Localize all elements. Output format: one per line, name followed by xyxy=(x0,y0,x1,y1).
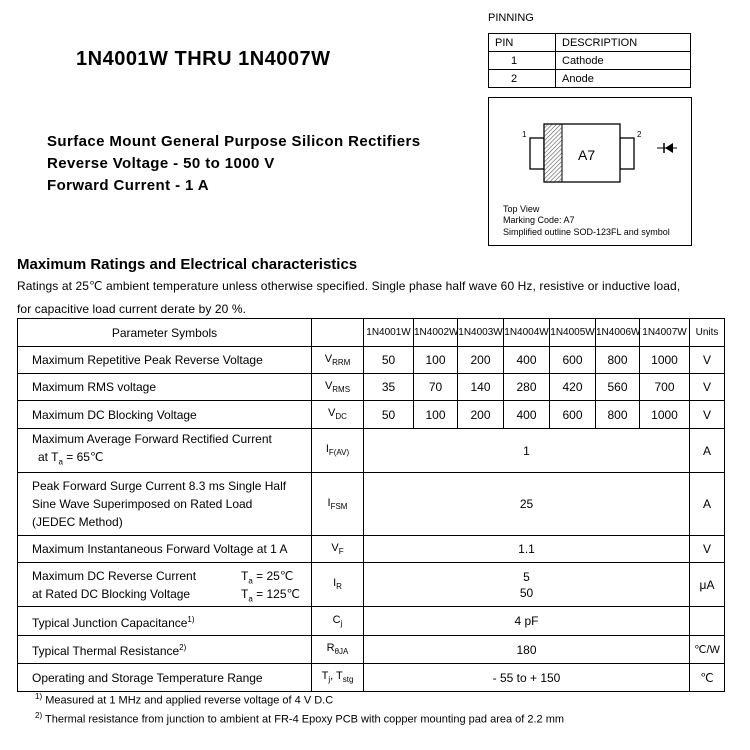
package-caption-line: Top View xyxy=(503,204,540,214)
footnote xyxy=(35,692,333,707)
symbol-cell xyxy=(312,429,364,473)
cond-subscript: a xyxy=(248,593,253,603)
symbol-cell xyxy=(312,374,364,401)
value-cell: 100 xyxy=(414,347,458,374)
document-title: 1N4001W THRU 1N4007W xyxy=(76,48,331,70)
symbol-cell xyxy=(312,536,364,563)
units-header: Units xyxy=(690,319,725,347)
pinning-row xyxy=(489,52,691,70)
value-cell: 1 xyxy=(364,429,690,473)
cond-value: = 25℃ xyxy=(252,568,294,583)
value-cell: 1000 xyxy=(640,347,690,374)
footnote-mark: 2) xyxy=(35,711,43,720)
symbol-cell xyxy=(312,664,364,692)
param-cell xyxy=(18,636,312,664)
footnote-mark: 1) xyxy=(35,692,43,701)
ratings-table xyxy=(17,318,725,692)
description-header: DESCRIPTION xyxy=(556,34,691,52)
package-outline-box xyxy=(488,97,692,246)
value-cell: 100 xyxy=(414,401,458,429)
param-line: Sine Wave Superimposed on Rated Load xyxy=(32,497,253,511)
unit-cell: V xyxy=(690,374,725,401)
symbol-header xyxy=(312,319,364,347)
value-cell: 70 xyxy=(414,374,458,401)
table-row xyxy=(18,536,725,563)
section-heading: Maximum Ratings and Electrical characteristics xyxy=(17,256,358,273)
param-line xyxy=(32,585,311,603)
ratings-note-line: Ratings at 25℃ ambient temperature unless otherwise specified. Single phase half wave 60 Hz, resistive or inductive load, xyxy=(17,279,681,293)
unit-cell xyxy=(690,607,725,636)
value-cell: 180 xyxy=(364,636,690,664)
value-line: 50 xyxy=(519,585,534,600)
value-cell: 200 xyxy=(458,401,504,429)
unit-cell: ℃/W xyxy=(690,636,725,664)
param-cell xyxy=(18,607,312,636)
symbol-letter: I xyxy=(327,496,331,509)
symbol-cell xyxy=(312,636,364,664)
symbol-letter: I xyxy=(325,443,329,456)
value-cell: 400 xyxy=(504,347,550,374)
pinning-header-row xyxy=(489,34,691,52)
package-outline-drawing xyxy=(489,98,691,198)
param-line: (JEDEC Method) xyxy=(32,515,123,529)
package-lead-left xyxy=(530,138,544,169)
symbol-subscript: DC xyxy=(335,412,347,422)
part-header: 1N4001W xyxy=(364,319,414,347)
param-cell: Maximum RMS voltage xyxy=(18,374,312,401)
footnote-text: Measured at 1 MHz and applied reverse voltage of 4 V D.C xyxy=(45,694,334,707)
param-cell: Maximum Instantaneous Forward Voltage at 1 A xyxy=(18,536,312,563)
symbol-subscript: F xyxy=(338,547,344,557)
param-cell: Maximum DC Blocking Voltage xyxy=(18,401,312,429)
symbol-letter: , T xyxy=(330,670,343,683)
table-row xyxy=(18,374,725,401)
value-cell: 1000 xyxy=(640,401,690,429)
param-condition xyxy=(241,585,300,608)
value-cell: 35 xyxy=(364,374,414,401)
unit-cell: V xyxy=(690,536,725,563)
param-cell xyxy=(18,563,312,607)
value-cell: 400 xyxy=(504,401,550,429)
package-lead-right xyxy=(620,138,634,169)
table-header-row xyxy=(18,319,725,347)
symbol-letter: V xyxy=(324,352,333,365)
product-description: Surface Mount General Purpose Silicon Rectifiers xyxy=(47,133,421,150)
value-cell: 280 xyxy=(504,374,550,401)
param-line: Peak Forward Surge Current 8.3 ms Single Half xyxy=(32,479,287,493)
unit-cell: V xyxy=(690,347,725,374)
param-cell: Operating and Storage Temperature Range xyxy=(18,664,312,692)
pinning-row xyxy=(489,70,691,88)
cond-letter: T xyxy=(241,586,249,601)
part-header: 1N4003W xyxy=(458,319,504,347)
param-line xyxy=(32,567,311,585)
param-text: Maximum DC Reverse Current xyxy=(32,568,197,583)
unit-cell: ℃ xyxy=(690,664,725,692)
symbol-letter: C xyxy=(332,613,341,626)
param-cell: Maximum Repetitive Peak Reverse Voltage xyxy=(18,347,312,374)
table-row xyxy=(18,473,725,536)
package-caption-line: Marking Code: A7 xyxy=(503,215,575,225)
symbol-subscript: j xyxy=(340,619,343,629)
value-line: 5 xyxy=(523,569,530,584)
pin-number: 1 xyxy=(489,52,556,70)
cond-subscript: a xyxy=(248,575,253,585)
part-header: 1N4006W xyxy=(596,319,640,347)
symbol-cell xyxy=(312,401,364,429)
part-header: 1N4005W xyxy=(550,319,596,347)
symbol-letter: V xyxy=(331,541,339,554)
pin2-label: 2 xyxy=(637,130,642,139)
pin1-label: 1 xyxy=(522,130,527,139)
symbol-letter: I xyxy=(333,577,337,590)
cond-subscript: a xyxy=(58,457,63,467)
footnote-ref: 2) xyxy=(179,643,187,652)
symbol-cell xyxy=(312,607,364,636)
cond-letter: at T xyxy=(38,449,59,464)
unit-cell: V xyxy=(690,401,725,429)
value-cell: 4 pF xyxy=(364,607,690,636)
symbol-cell xyxy=(312,347,364,374)
symbol-subscript: θJA xyxy=(334,647,349,657)
symbol-subscript: FSM xyxy=(330,502,348,512)
part-header: 1N4004W xyxy=(504,319,550,347)
table-row xyxy=(18,429,725,473)
value-cell: 600 xyxy=(550,347,596,374)
footnote-text: Thermal resistance from junction to ambient at FR-4 Epoxy PCB with copper mounting pad area of 2.2 mm xyxy=(44,713,565,726)
cond-letter: T xyxy=(241,568,249,583)
param-line: Maximum Average Forward Rectified Current xyxy=(32,431,272,446)
marking-code: A7 xyxy=(578,147,596,163)
forward-current-spec: Forward Current - 1 A xyxy=(47,177,210,194)
value-cell: - 55 to + 150 xyxy=(364,664,690,692)
symbol-letter: V xyxy=(324,379,333,392)
param-text: Typical Junction Capacitance xyxy=(32,615,188,630)
table-row xyxy=(18,636,725,664)
symbol-subscript: stg xyxy=(342,675,354,685)
symbol-subscript: F(AV) xyxy=(328,448,350,458)
value-cell: 560 xyxy=(596,374,640,401)
pin-number: 2 xyxy=(489,70,556,88)
symbol-subscript: RMS xyxy=(332,385,351,395)
symbol-subscript: R xyxy=(336,582,342,592)
value-cell: 800 xyxy=(596,401,640,429)
pin-header: PIN xyxy=(489,34,556,52)
symbol-cell xyxy=(312,563,364,607)
symbol-subscript: RRM xyxy=(332,358,351,368)
param-condition xyxy=(32,448,311,471)
value-cell: 700 xyxy=(640,374,690,401)
table-row xyxy=(18,664,725,692)
package-caption-line: Simplified outline SOD-123FL and symbol xyxy=(503,227,670,237)
param-cell xyxy=(18,473,312,536)
table-row xyxy=(18,607,725,636)
table-row xyxy=(18,401,725,429)
pinning-table xyxy=(488,33,691,88)
value-cell: 25 xyxy=(364,473,690,536)
value-cell: 600 xyxy=(550,401,596,429)
value-cell xyxy=(364,563,690,607)
pin-description: Anode xyxy=(556,70,691,88)
value-cell: 140 xyxy=(458,374,504,401)
param-text: at Rated DC Blocking Voltage xyxy=(32,586,191,601)
reverse-voltage-spec: Reverse Voltage - 50 to 1000 V xyxy=(47,155,275,172)
footnote xyxy=(35,711,564,726)
pinning-label: PINNING xyxy=(488,12,534,24)
symbol-subscript: j xyxy=(328,675,331,685)
value-cell: 800 xyxy=(596,347,640,374)
unit-cell: A xyxy=(690,473,725,536)
pin-description: Cathode xyxy=(556,52,691,70)
cond-value: = 125℃ xyxy=(252,586,300,601)
value-cell: 50 xyxy=(364,401,414,429)
diode-symbol-icon xyxy=(657,143,677,153)
footnote-ref: 1) xyxy=(187,614,195,624)
part-header: 1N4007W xyxy=(640,319,690,347)
cond-value: = 65℃ xyxy=(62,449,104,464)
part-header: 1N4002W xyxy=(414,319,458,347)
symbol-letter: V xyxy=(328,407,336,420)
unit-cell: A xyxy=(690,429,725,473)
symbol-cell xyxy=(312,473,364,536)
unit-cell: μA xyxy=(690,563,725,607)
table-row xyxy=(18,563,725,607)
value-cell: 1.1 xyxy=(364,536,690,563)
ratings-note-line: for capacitive load current derate by 20 %. xyxy=(17,302,247,316)
cathode-band xyxy=(544,124,562,182)
param-cell xyxy=(18,429,312,473)
value-cell: 50 xyxy=(364,347,414,374)
param-header: Parameter Symbols xyxy=(18,319,312,347)
value-cell: 200 xyxy=(458,347,504,374)
symbol-letter: R xyxy=(326,642,335,655)
table-row xyxy=(18,347,725,374)
param-text: Typical Thermal Resistance xyxy=(32,644,180,658)
symbol-letter: T xyxy=(321,670,329,683)
value-cell: 420 xyxy=(550,374,596,401)
